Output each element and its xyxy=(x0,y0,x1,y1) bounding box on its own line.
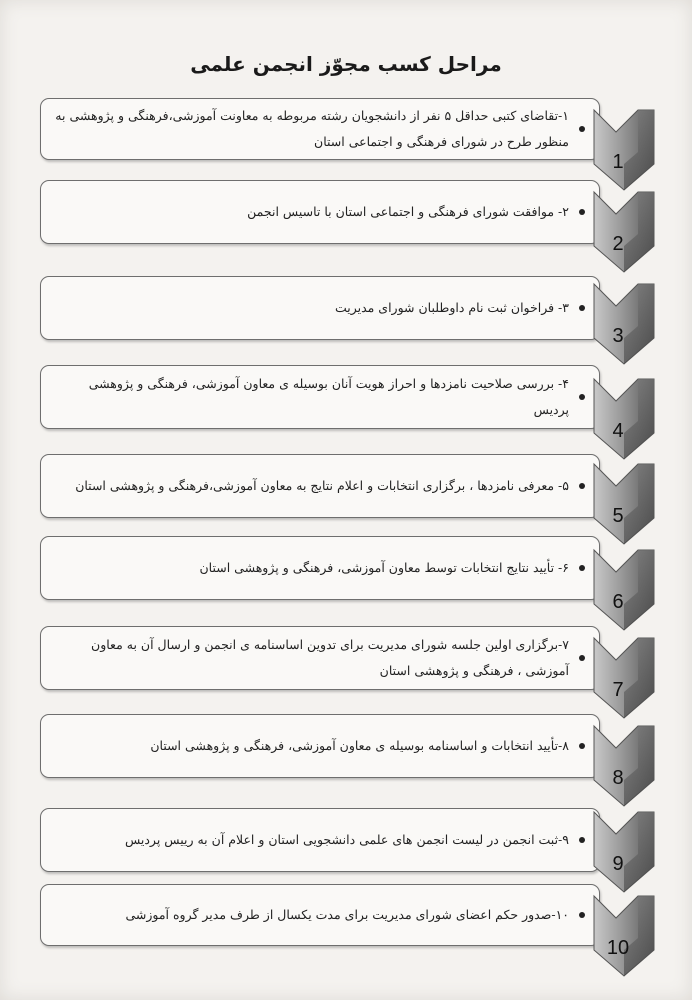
bullet-icon xyxy=(579,565,585,571)
bullet-icon xyxy=(579,912,585,918)
step-box xyxy=(40,98,600,160)
step-2 xyxy=(40,180,660,276)
step-text: ۷-برگزاری اولین جلسه شورای مدیریت برای تدوین اساسنامه ی انجمن و ارسال آن به معاون آموزشی ، فرهنگی و پژوهشی استان xyxy=(91,637,569,678)
step-number: 8 xyxy=(612,767,624,789)
step-box xyxy=(40,454,600,518)
chevron-arrow-icon xyxy=(588,892,660,978)
bullet-icon xyxy=(579,837,585,843)
chevron-arrow-icon xyxy=(588,546,660,632)
step-text: ۴- بررسی صلاحیت نامزدها و احراز هویت آنان بوسیله ی معاون آموزشی، فرهنگی و پژوهشی پردیس xyxy=(88,376,569,417)
chevron-arrow-icon xyxy=(588,808,660,894)
bullet-icon xyxy=(579,743,585,749)
step-text: ۶- تأیید نتایج انتخابات توسط معاون آموزشی، فرهنگی و پژوهشی استان xyxy=(199,560,569,575)
step-text: ۲- موافقت شورای فرهنگی و اجتماعی استان با تاسیس انجمن xyxy=(247,204,569,219)
step-text: ۱۰-صدور حکم اعضای شورای مدیریت برای مدت یکسال از طرف مدیر گروه آموزشی xyxy=(125,907,569,922)
step-number: 9 xyxy=(612,853,624,875)
step-text: ۳- فراخوان ثبت نام داوطلبان شورای مدیریت xyxy=(334,300,569,315)
step-text: ۸-تأیید انتخابات و اساسنامه بوسیله ی معاون آموزشی، فرهنگی و پژوهشی استان xyxy=(150,738,569,753)
step-text: ۵- معرفی نامزدها ، برگزاری انتخابات و اعلام نتایج به معاون آموزشی،فرهنگی و پژوهشی استان xyxy=(75,478,569,493)
chevron-arrow-icon xyxy=(588,722,660,808)
chevron-arrow-icon xyxy=(588,460,660,546)
step-3 xyxy=(40,276,660,372)
step-7 xyxy=(40,626,660,722)
step-number: 6 xyxy=(612,591,624,613)
step-8 xyxy=(40,714,660,810)
bullet-icon xyxy=(579,655,585,661)
bullet-icon xyxy=(579,394,585,400)
step-box xyxy=(40,365,600,429)
step-box xyxy=(40,714,600,778)
step-text: ۱-تقاضای کتبی حداقل ۵ نفر از دانشجویان رشته مربوطه به معاونت آموزشی،فرهنگی و پژوهشی به منظور طرح در شورای فرهنگی و اجتماعی استان xyxy=(55,108,569,149)
bullet-icon xyxy=(579,305,585,311)
step-box xyxy=(40,884,600,946)
bullet-icon xyxy=(579,209,585,215)
chevron-arrow-icon xyxy=(588,188,660,274)
step-number: 1 xyxy=(612,151,624,173)
step-text: ۹-ثبت انجمن در لیست انجمن های علمی دانشجویی استان و اعلام آن به رییس پردیس xyxy=(124,832,569,847)
bullet-icon xyxy=(579,126,585,132)
page-title: مراحل کسب مجوّز انجمن علمی xyxy=(190,52,502,76)
step-number: 7 xyxy=(612,679,624,701)
bullet-icon xyxy=(579,483,585,489)
step-6 xyxy=(40,536,660,632)
step-4 xyxy=(40,365,660,461)
chevron-arrow-icon xyxy=(588,634,660,720)
step-box xyxy=(40,626,600,690)
step-box xyxy=(40,536,600,600)
step-number: 2 xyxy=(612,233,624,255)
step-10 xyxy=(40,884,660,980)
step-number: 10 xyxy=(606,937,630,959)
step-box xyxy=(40,276,600,340)
step-box xyxy=(40,808,600,872)
chevron-arrow-icon xyxy=(588,280,660,366)
step-box xyxy=(40,180,600,244)
step-number: 3 xyxy=(612,325,624,347)
step-number: 4 xyxy=(612,420,624,442)
chevron-arrow-icon xyxy=(588,375,660,461)
step-number: 5 xyxy=(612,505,624,527)
